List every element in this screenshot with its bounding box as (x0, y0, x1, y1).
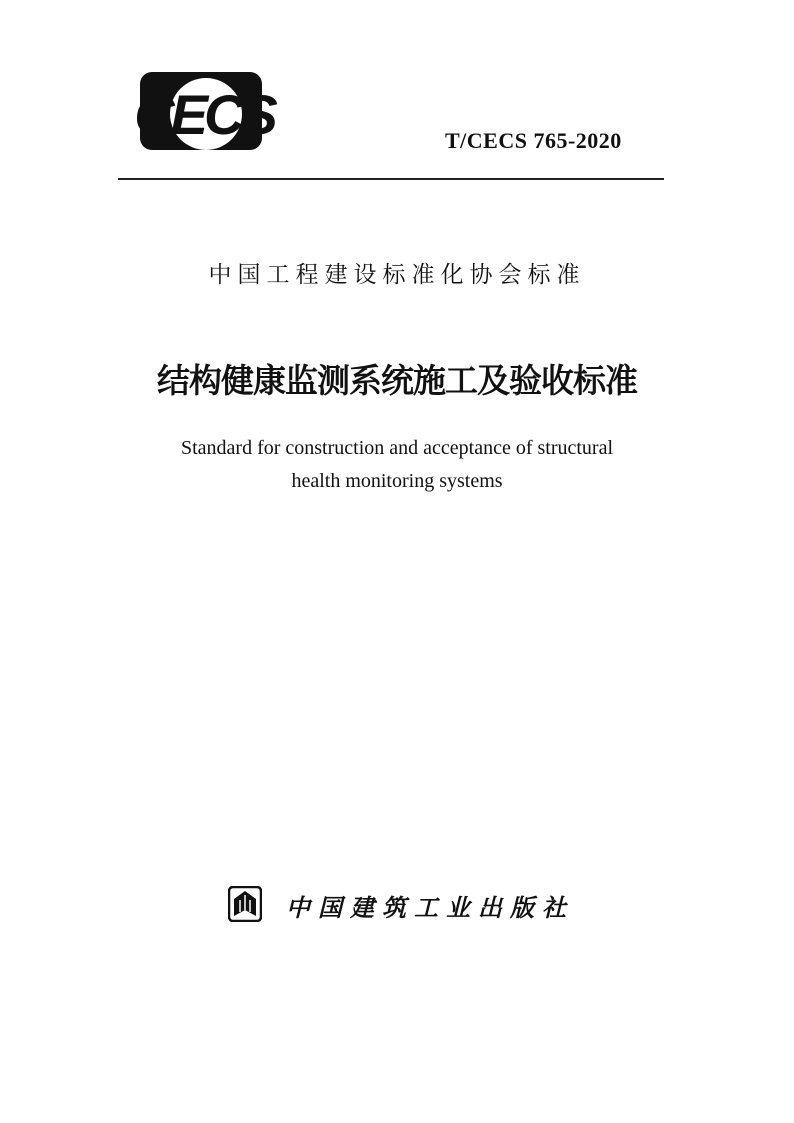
document-title-en-line1: Standard for construction and acceptance of structural (180, 437, 614, 459)
document-title-cn: 结构健康监测系统施工及验收标准 (157, 361, 637, 400)
svg-text:CECS: CECS (134, 83, 274, 146)
standard-code: T/CECS 765-2020 (445, 128, 622, 153)
publisher-logo-icon (228, 886, 262, 922)
cecs-logo (126, 68, 286, 154)
header-divider (118, 178, 664, 180)
publisher-name: 中国建筑工业出版社 (286, 893, 574, 922)
organization-name: 中国工程建设标准化协会标准 (208, 262, 586, 288)
document-title-en-line2: health monitoring systems (291, 470, 503, 492)
